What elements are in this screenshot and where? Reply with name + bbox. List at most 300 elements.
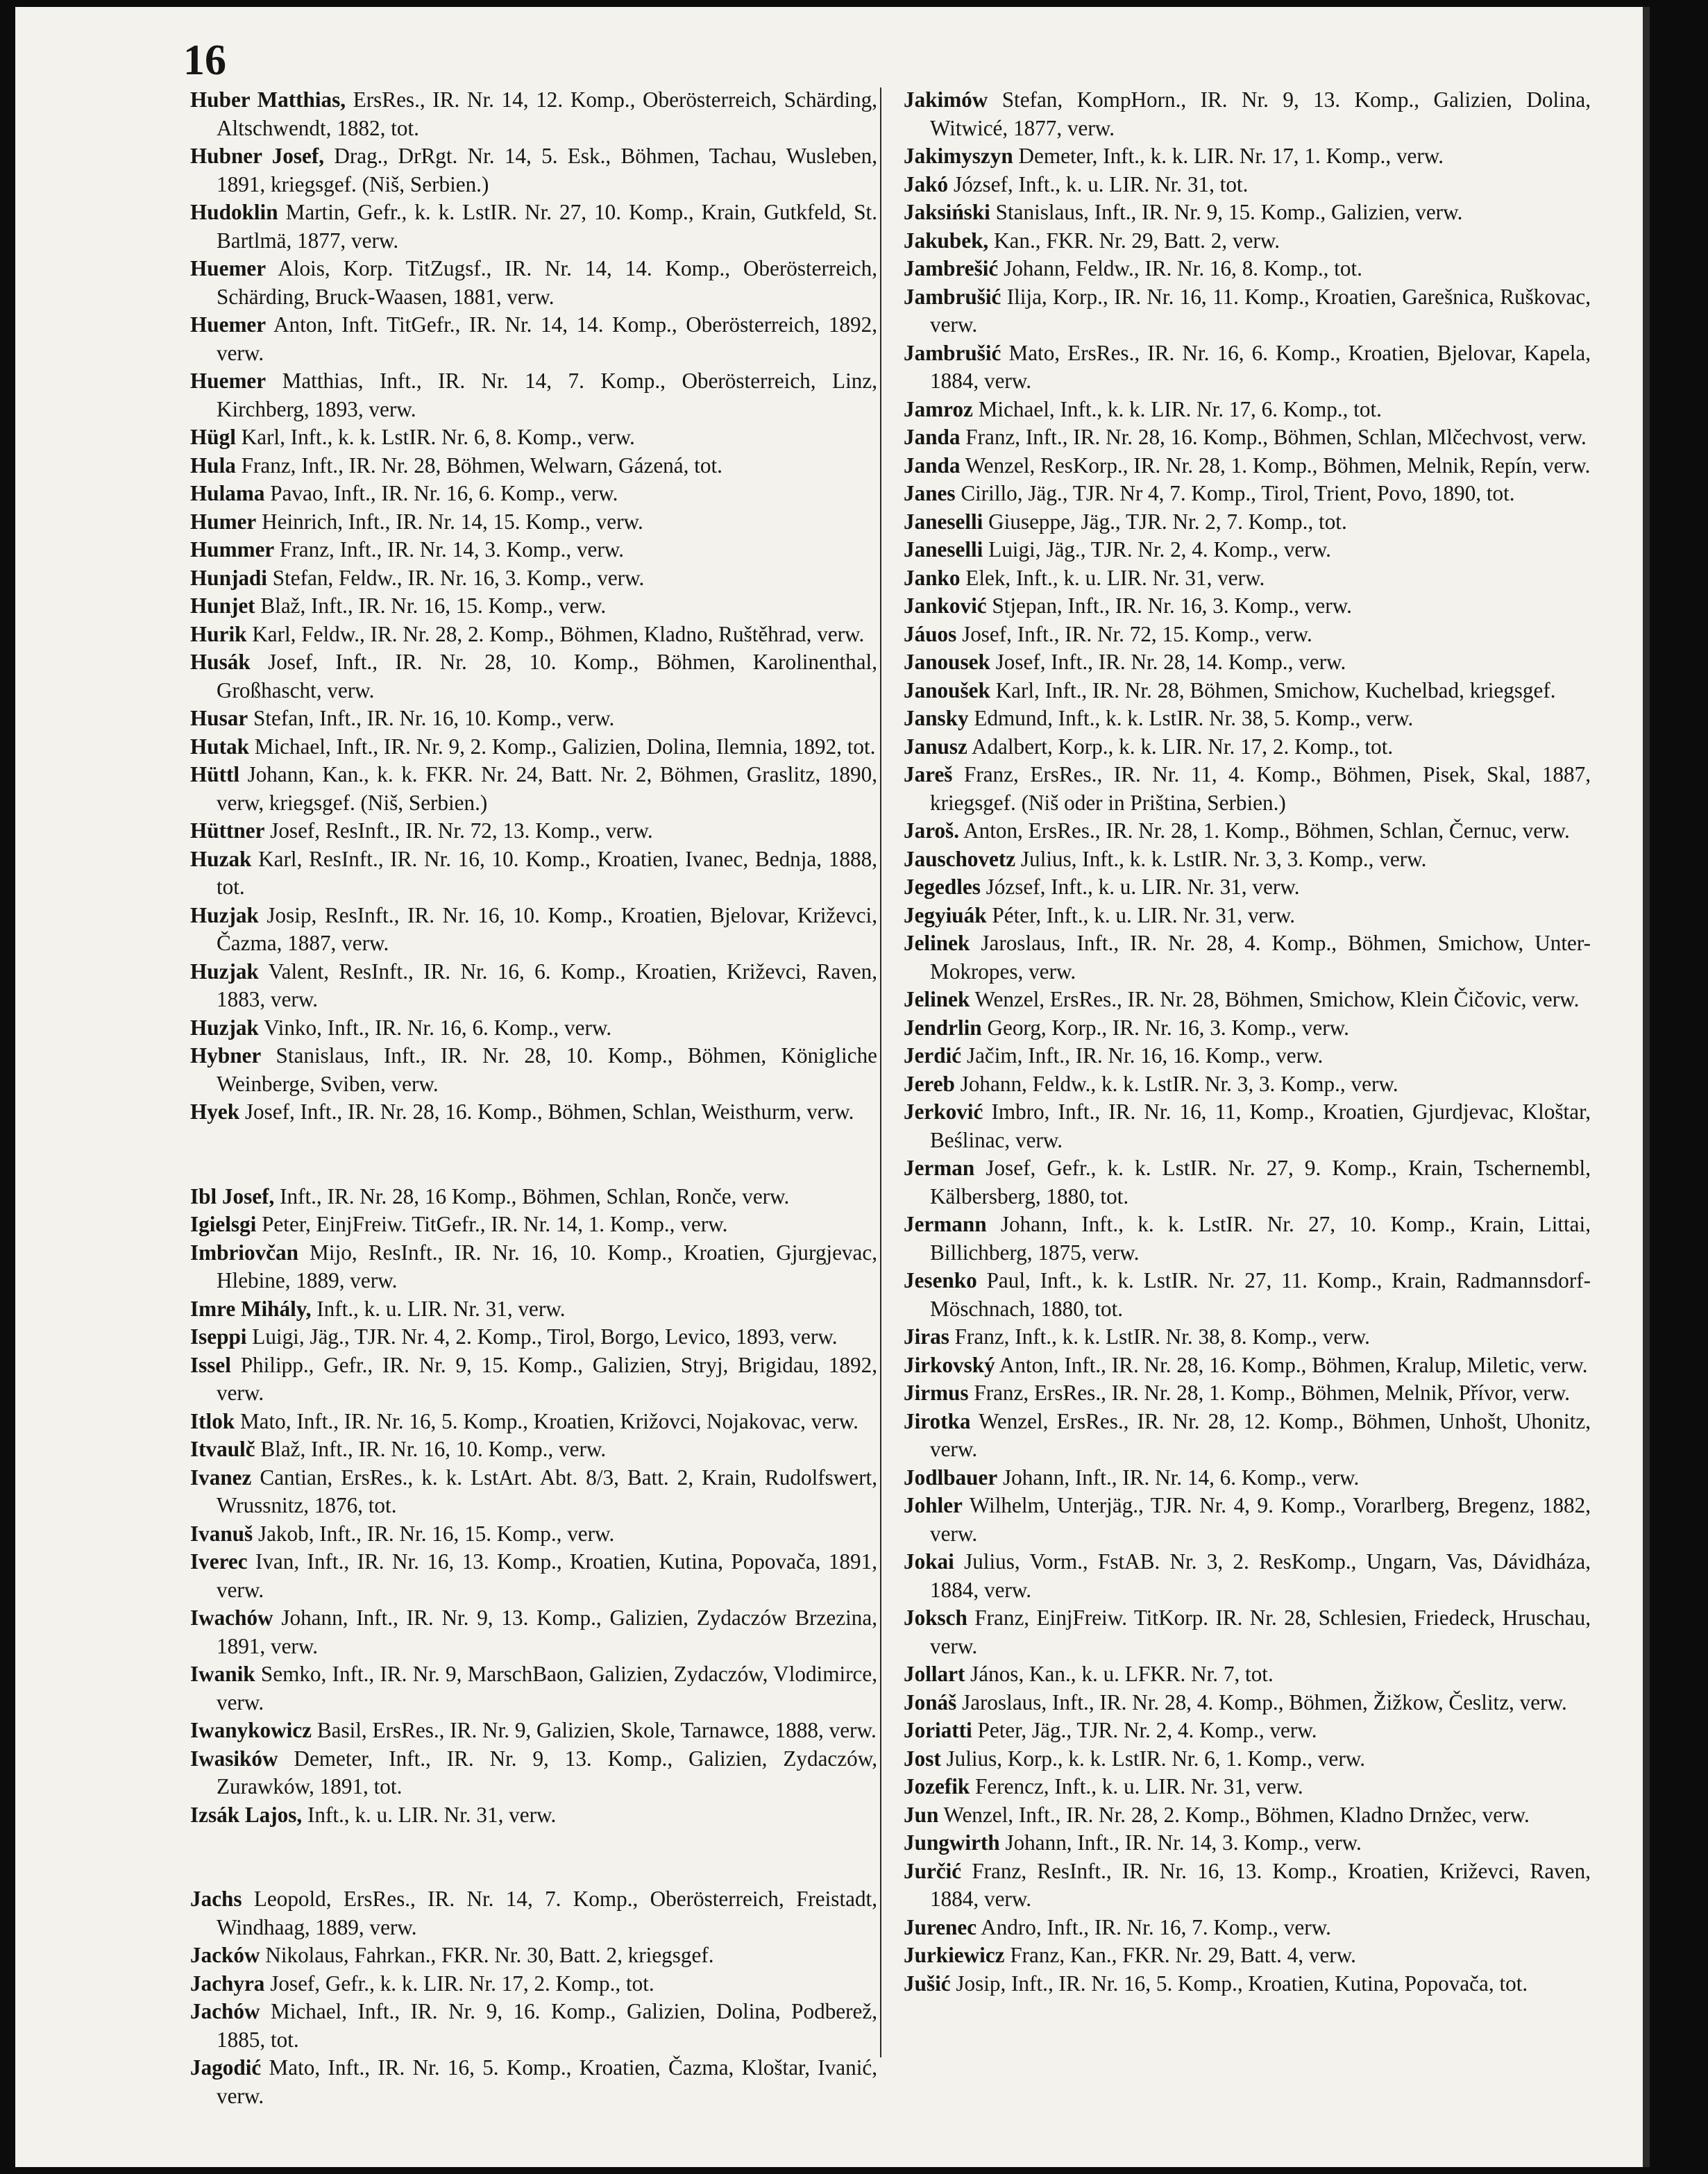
entry-surname: Imre Mihály, — [190, 1296, 312, 1321]
entry-surname: Jáuos — [904, 621, 957, 646]
entry-details: József, Inft., k. u. LIR. Nr. 31, tot. — [953, 171, 1249, 196]
entry-details: Johann, Feldw., IR. Nr. 16, 8. Komp., tot. — [1004, 256, 1362, 280]
entry-details: Wenzel, ResKorp., IR. Nr. 28, 1. Komp., Böhmen, Melnik, Repín, verw. — [965, 453, 1591, 478]
entry-surname: Hutak — [190, 734, 249, 759]
entry-surname: Jachów — [190, 1999, 260, 2023]
entry-details: Franz, Inft., IR. Nr. 28, Böhmen, Welwarn, Gázená, tot. — [241, 453, 722, 478]
entry-details: Josef, Gefr., k. k. LIR. Nr. 17, 2. Komp., tot. — [270, 1971, 654, 1996]
casualty-entry — [904, 1548, 1591, 1604]
entry-surname: Janda — [904, 453, 961, 478]
casualty-entry — [904, 480, 1591, 508]
entry-surname: Jun — [904, 1802, 939, 1827]
entry-surname: Jareš — [904, 762, 953, 786]
casualty-entry — [904, 761, 1591, 817]
casualty-entry — [190, 1660, 877, 1717]
entry-surname: Jakimów — [904, 87, 988, 112]
casualty-entry — [190, 86, 877, 142]
casualty-entry — [190, 1941, 877, 1970]
entry-details: Josef, Inft., IR. Nr. 28, 10. Komp., Böhmen, Karolinenthal, Großhascht, verw. — [217, 650, 878, 702]
entry-surname: Jollart — [904, 1662, 965, 1686]
entry-surname: Iwanik — [190, 1662, 255, 1686]
casualty-entry — [190, 536, 877, 564]
entry-surname: Jirkovský — [904, 1352, 995, 1377]
entry-details: ErsRes., IR. Nr. 14, 12. Komp., Oberösterreich, Schärding, Altschwendt, 1882, tot. — [217, 87, 878, 140]
casualty-entry — [904, 1801, 1591, 1830]
entry-details: Jačim, Inft., IR. Nr. 16, 16. Komp., verw. — [966, 1043, 1324, 1068]
entry-surname: Hybner — [190, 1043, 262, 1068]
entry-details: Franz, ResInft., IR. Nr. 16, 13. Komp., Kroatien, Križevci, Raven, 1884, verw. — [930, 1858, 1591, 1911]
entry-surname: Iseppi — [190, 1324, 247, 1349]
casualty-entry — [190, 199, 877, 255]
entry-details: Inft., k. u. LIR. Nr. 31, verw. — [307, 1802, 557, 1827]
entry-details: Josef, Inft., IR. Nr. 28, 14. Komp., verw. — [995, 650, 1346, 674]
entry-surname: Hügl — [190, 425, 236, 449]
entry-surname: Janeselli — [904, 509, 983, 534]
entry-details: Julius, Korp., k. k. LstIR. Nr. 6, 1. Komp., verw. — [946, 1746, 1366, 1771]
casualty-entry — [904, 1857, 1591, 1914]
entry-details: Jakob, Inft., IR. Nr. 16, 15. Komp., verw. — [257, 1521, 615, 1546]
casualty-entry — [190, 1885, 877, 1941]
entry-surname: Huzjak — [190, 959, 259, 984]
entry-details: Johann, Kan., k. k. FKR. Nr. 24, Batt. Nr. 2, Böhmen, Graslitz, 1890, verw, kriegsgef. (Niš, Serbien.) — [217, 762, 877, 815]
entry-details: Karl, Inft., IR. Nr. 28, Böhmen, Smichow, Kuchelbad, kriegsgef. — [995, 677, 1556, 702]
entry-details: Stjepan, Inft., IR. Nr. 16, 3. Komp., verw. — [992, 593, 1352, 618]
entry-surname: Huzak — [190, 846, 252, 871]
entry-surname: Jaroš. — [904, 818, 959, 843]
entry-details: Michael, Inft., IR. Nr. 9, 16. Komp., Galizien, Dolina, Podberež, 1885, tot. — [217, 1999, 878, 2052]
entry-details: Anton, Inft., IR. Nr. 28, 16. Komp., Böhmen, Kralup, Miletic, verw. — [999, 1352, 1588, 1377]
entry-surname: Huemer — [190, 256, 267, 280]
entry-surname: Janes — [904, 481, 956, 505]
entry-surname: Hudoklin — [190, 200, 278, 224]
entry-surname: Jozefik — [904, 1774, 970, 1798]
casualty-entry — [904, 1970, 1591, 1998]
casualty-entry — [904, 1042, 1591, 1070]
entry-surname: Hüttner — [190, 818, 265, 843]
casualty-entry — [904, 1379, 1591, 1408]
entry-details: Matthias, Inft., IR. Nr. 14, 7. Komp., Oberösterreich, Linz, Kirchberg, 1893, verw. — [217, 369, 877, 421]
entry-details: Wenzel, Inft., IR. Nr. 28, 2. Komp., Böhmen, Kladno Drnžec, verw. — [943, 1802, 1530, 1827]
casualty-entry — [190, 761, 877, 817]
casualty-entry — [904, 255, 1591, 283]
entry-details: Michael, Inft., k. k. LIR. Nr. 17, 6. Komp., tot. — [978, 396, 1382, 421]
entry-details: Adalbert, Korp., k. k. LIR. Nr. 17, 2. Komp., tot. — [971, 734, 1394, 759]
casualty-entry — [904, 1408, 1591, 1464]
entry-details: Pavao, Inft., IR. Nr. 16, 6. Komp., verw. — [270, 481, 618, 505]
entry-surname: Hunjadi — [190, 565, 267, 590]
entry-surname: Jambrušić — [904, 340, 1001, 365]
casualty-entry — [190, 1520, 877, 1549]
entry-surname: Jakubek, — [904, 228, 989, 253]
entry-surname: Hüttl — [190, 762, 240, 786]
casualty-entry — [190, 1239, 877, 1295]
casualty-entry — [904, 508, 1591, 537]
entry-details: Johann, Feldw., k. k. LstIR. Nr. 3, 3. Komp., verw. — [960, 1071, 1398, 1096]
entry-details: Julius, Inft., k. k. LstIR. Nr. 3, 3. Komp., verw. — [1020, 846, 1427, 871]
entry-details: Vinko, Inft., IR. Nr. 16, 6. Komp., verw. — [264, 1015, 612, 1040]
entry-details: Johann, Inft., IR. Nr. 14, 3. Komp., verw. — [1005, 1830, 1362, 1855]
entry-surname: Jokai — [904, 1549, 954, 1574]
entry-surname: Humer — [190, 509, 257, 534]
entry-details: Alois, Korp. TitZugsf., IR. Nr. 14, 14. Komp., Oberösterreich, Schärding, Bruck-Waasen, 1881, verw. — [217, 256, 877, 309]
entry-details: Péter, Inft., k. u. LIR. Nr. 31, verw. — [992, 902, 1296, 927]
casualty-entry — [904, 1773, 1591, 1801]
entry-surname: Jost — [904, 1746, 941, 1771]
entry-details: Valent, ResInft., IR. Nr. 16, 6. Komp., Kroatien, Križevci, Raven, 1883, verw. — [217, 959, 878, 1011]
entry-details: Julius, Vorm., FstAB. Nr. 3, 2. ResKomp., Ungarn, Vas, Dávidháza, 1884, verw. — [930, 1549, 1591, 1602]
entry-details: Stanislaus, Inft., IR. Nr. 9, 15. Komp., Galizien, verw. — [995, 200, 1463, 224]
entry-surname: Jelinek — [904, 931, 970, 955]
entry-details: Karl, Feldw., IR. Nr. 28, 2. Komp., Böhmen, Kladno, Ruštěhrad, verw. — [252, 621, 865, 646]
entry-surname: Jaksiński — [904, 200, 990, 224]
casualty-entry — [904, 1689, 1591, 1717]
entry-details: Ivan, Inft., IR. Nr. 16, 13. Komp., Kroatien, Kutina, Popovača, 1891, verw. — [217, 1549, 878, 1602]
section-gap — [190, 1829, 877, 1885]
casualty-entry — [904, 171, 1591, 199]
casualty-entry — [904, 986, 1591, 1014]
page-number: 16 — [183, 37, 226, 84]
entry-surname: Hummer — [190, 537, 275, 562]
casualty-entry — [904, 1154, 1591, 1211]
entry-surname: Janda — [904, 425, 961, 449]
entry-details: Johann, Inft., k. k. LstIR. Nr. 27, 10. Komp., Krain, Littai, Billichberg, 1875, verw. — [930, 1212, 1591, 1265]
entry-details: Cantian, ErsRes., k. k. LstArt. Abt. 8/3, Batt. 2, Krain, Rudolfswert, Wrussnitz, 1876, tot. — [217, 1465, 877, 1517]
entry-surname: Itlok — [190, 1408, 235, 1433]
casualty-entry — [190, 1098, 877, 1127]
casualty-entry — [904, 1070, 1591, 1099]
entry-surname: Hyek — [190, 1099, 240, 1124]
casualty-entry — [904, 536, 1591, 564]
entry-details: János, Kan., k. u. LFKR. Nr. 7, tot. — [970, 1662, 1274, 1686]
entry-details: Semko, Inft., IR. Nr. 9, MarschBaon, Galizien, Zydaczów, Vlodimirce, verw. — [217, 1662, 878, 1714]
casualty-entry — [904, 1351, 1591, 1380]
entry-details: Nikolaus, Fahrkan., FKR. Nr. 30, Batt. 2, kriegsgef. — [265, 1943, 714, 1967]
entry-surname: Joksch — [904, 1606, 967, 1630]
casualty-entry — [904, 142, 1591, 171]
casualty-entry — [190, 452, 877, 480]
entry-surname: Imbriovčan — [190, 1240, 298, 1265]
entry-details: Franz, EinjFreiw. TitKorp. IR. Nr. 28, Schlesien, Friedeck, Hruschau, verw. — [930, 1606, 1591, 1658]
entry-surname: Huzjak — [190, 1015, 259, 1040]
column-divider — [880, 87, 881, 2057]
entry-surname: Jambrušić — [904, 284, 1001, 309]
casualty-entry — [190, 817, 877, 845]
casualty-entry — [904, 199, 1591, 227]
entry-surname: Jelinek — [904, 987, 970, 1011]
casualty-entry — [904, 1211, 1591, 1267]
entry-details: Stanislaus, Inft., IR. Nr. 28, 10. Komp., Böhmen, Königliche Weinberge, Sviben, verw. — [217, 1043, 878, 1096]
entry-details: Andro, Inft., IR. Nr. 16, 7. Komp., verw. — [981, 1914, 1331, 1939]
casualty-entry — [190, 1408, 877, 1436]
entry-surname: Iwasików — [190, 1746, 278, 1771]
entry-surname: Jambrešić — [904, 256, 999, 280]
entry-surname: Ivanuš — [190, 1521, 253, 1546]
entry-surname: Huemer — [190, 312, 267, 337]
entry-details: Johann, Inft., IR. Nr. 14, 6. Komp., verw. — [1002, 1465, 1360, 1490]
entry-details: Georg, Korp., IR. Nr. 16, 3. Komp., verw. — [987, 1015, 1349, 1040]
entry-details: Franz, Inft., IR. Nr. 14, 3. Komp., verw. — [280, 537, 625, 562]
entry-details: Luigi, Jäg., TJR. Nr. 4, 2. Komp., Tirol, Borgo, Levico, 1893, verw. — [252, 1324, 838, 1349]
entry-details: Josef, Inft., IR. Nr. 72, 15. Komp., verw. — [962, 621, 1312, 646]
entry-details: Josef, Gefr., k. k. LstIR. Nr. 27, 9. Komp., Krain, Tschernembl, Kälbersberg, 1880, tot. — [930, 1156, 1591, 1208]
entry-surname: Izsák Lajos, — [190, 1802, 303, 1827]
entry-surname: Ivanez — [190, 1465, 252, 1490]
entry-details: Franz, Inft., k. k. LstIR. Nr. 38, 8. Komp., verw. — [954, 1324, 1370, 1349]
entry-details: Anton, Inft. TitGefr., IR. Nr. 14, 14. Komp., Oberösterreich, 1892, verw. — [217, 312, 878, 365]
entry-surname: Jakó — [904, 171, 949, 196]
entry-details: Franz, ErsRes., IR. Nr. 11, 4. Komp., Böhmen, Pisek, Skal, 1887, kriegsgef. (Niš oder in Priština, Serbien.) — [930, 762, 1591, 815]
entry-surname: Jurenec — [904, 1914, 977, 1939]
entry-details: Ferencz, Inft., k. u. LIR. Nr. 31, verw. — [975, 1774, 1303, 1798]
casualty-entry — [904, 452, 1591, 480]
entry-details: Mato, Inft., IR. Nr. 16, 5. Komp., Kroatien, Čazma, Kloštar, Ivanić, verw. — [217, 2055, 878, 2108]
entry-details: Stefan, KompHorn., IR. Nr. 9, 13. Komp., Galizien, Dolina, Witwicé, 1877, verw. — [930, 87, 1591, 140]
entry-details: Michael, Inft., IR. Nr. 9, 2. Komp., Galizien, Dolina, Ilemnia, 1892, tot. — [254, 734, 876, 759]
entry-details: Franz, Inft., IR. Nr. 28, 16. Komp., Böhmen, Schlan, Mlčechvost, verw. — [965, 425, 1587, 449]
casualty-entry — [904, 86, 1591, 142]
entry-surname: Jamroz — [904, 396, 973, 421]
entry-details: Basil, ErsRes., IR. Nr. 9, Galizien, Skole, Tarnawce, 1888, verw. — [316, 1718, 877, 1742]
entry-surname: Jiras — [904, 1324, 949, 1349]
entry-surname: Hulama — [190, 481, 265, 505]
entry-surname: Janousek — [904, 650, 990, 674]
casualty-entry — [190, 1604, 877, 1660]
casualty-entry — [904, 339, 1591, 396]
entry-surname: Jakimyszyn — [904, 144, 1013, 168]
entry-details: Paul, Inft., k. k. LstIR. Nr. 27, 11. Komp., Krain, Radmannsdorf-Möschnach, 1880, tot. — [930, 1268, 1591, 1321]
casualty-entry — [190, 564, 877, 593]
entry-details: Ilija, Korp., IR. Nr. 16, 11. Komp., Kroatien, Garešnica, Ruškovac, verw. — [930, 284, 1591, 337]
entry-surname: Jurčić — [904, 1858, 962, 1883]
casualty-entry — [904, 873, 1591, 902]
entry-surname: Jodlbauer — [904, 1465, 998, 1490]
casualty-entry — [190, 1464, 877, 1520]
casualty-entry — [190, 592, 877, 621]
casualty-entry — [904, 621, 1591, 649]
casualty-entry — [190, 255, 877, 311]
entry-details: Wenzel, ErsRes., IR. Nr. 28, Böhmen, Smichow, Klein Čičovic, verw. — [974, 987, 1580, 1011]
casualty-entry — [190, 423, 877, 452]
casualty-entry — [190, 142, 877, 199]
entry-details: Edmund, Inft., k. k. LstIR. Nr. 38, 5. Komp., verw. — [974, 706, 1414, 730]
entry-surname: Jerman — [904, 1156, 975, 1180]
entry-details: Cirillo, Jäg., TJR. Nr 4, 7. Komp., Tirol, Trient, Povo, 1890, tot. — [961, 481, 1515, 505]
entry-surname: Iwanykowicz — [190, 1718, 312, 1742]
casualty-entry — [190, 1745, 877, 1801]
casualty-entry — [190, 1801, 877, 1830]
entry-details: Franz, Kan., FKR. Nr. 29, Batt. 4, verw. — [1010, 1943, 1356, 1967]
casualty-entry — [190, 508, 877, 537]
entry-details: Karl, ResInft., IR. Nr. 16, 10. Komp., Kroatien, Ivanec, Bednja, 1888, tot. — [217, 846, 877, 899]
entry-surname: Hunjet — [190, 593, 255, 618]
entry-details: Mato, ErsRes., IR. Nr. 16, 6. Komp., Kroatien, Bjelovar, Kapela, 1884, verw. — [930, 340, 1591, 393]
entry-details: Leopold, ErsRes., IR. Nr. 14, 7. Komp., Oberösterreich, Freistadt, Windhaag, 1889, verw. — [217, 1887, 878, 1939]
casualty-entry — [904, 1014, 1591, 1043]
casualty-entry — [190, 1183, 877, 1211]
casualty-entry — [904, 1660, 1591, 1689]
section-gap — [190, 1127, 877, 1183]
casualty-entry — [904, 705, 1591, 733]
entry-surname: Jansky — [904, 706, 969, 730]
entry-details: Josef, Inft., IR. Nr. 28, 16. Komp., Böhmen, Schlan, Weisthurm, verw. — [244, 1099, 854, 1124]
casualty-entry — [190, 2054, 877, 2110]
entry-details: Anton, ErsRes., IR. Nr. 28, 1. Komp., Böhmen, Schlan, Černuc, verw. — [963, 818, 1570, 843]
entry-details: Wenzel, ErsRes., IR. Nr. 28, 12. Komp., Böhmen, Unhošt, Uhonitz, verw. — [930, 1408, 1591, 1461]
casualty-entry — [904, 1745, 1591, 1773]
entry-surname: Jonáš — [904, 1690, 957, 1714]
entry-surname: Jegyiuák — [904, 902, 987, 927]
casualty-entry — [904, 1492, 1591, 1548]
entry-details: Franz, ErsRes., IR. Nr. 28, 1. Komp., Böhmen, Melnik, Přívor, verw. — [974, 1381, 1570, 1405]
casualty-entry — [190, 733, 877, 761]
entry-details: Inft., k. u. LIR. Nr. 31, verw. — [316, 1296, 566, 1321]
entry-surname: Hurik — [190, 621, 247, 646]
entry-surname: Jesenko — [904, 1268, 977, 1292]
casualty-entry — [190, 1548, 877, 1604]
entry-details: Demeter, Inft., k. k. LIR. Nr. 17, 1. Komp., verw. — [1018, 144, 1444, 168]
entry-details: Luigi, Jäg., TJR. Nr. 2, 4. Komp., verw. — [988, 537, 1331, 562]
casualty-entry — [904, 902, 1591, 930]
casualty-entry — [190, 621, 877, 649]
casualty-entry — [904, 1604, 1591, 1660]
casualty-entry — [904, 423, 1591, 452]
entry-surname: Huemer — [190, 369, 267, 393]
page-edge-shadow — [1643, 7, 1650, 2167]
entry-surname: Jerković — [904, 1099, 983, 1124]
entry-surname: Iwachów — [190, 1606, 273, 1630]
entry-surname: Jirmus — [904, 1381, 969, 1405]
entry-details: Jaroslaus, Inft., IR. Nr. 28, 4. Komp., Böhmen, Smichow, Unter-Mokropes, verw. — [930, 931, 1591, 984]
entry-surname: Jagodić — [190, 2055, 262, 2080]
casualty-entry — [904, 929, 1591, 986]
entry-details: Wilhelm, Unterjäg., TJR. Nr. 4, 9. Komp., Vorarlberg, Bregenz, 1882, verw. — [930, 1493, 1591, 1546]
casualty-entry — [904, 1323, 1591, 1351]
left-column — [190, 86, 877, 2110]
casualty-entry — [190, 902, 877, 958]
casualty-entry — [904, 1829, 1591, 1857]
entry-surname: Iverec — [190, 1549, 248, 1574]
entry-surname: Jegedles — [904, 875, 981, 899]
entry-surname: Janeselli — [904, 537, 983, 562]
entry-surname: Jerdić — [904, 1043, 962, 1068]
casualty-entry — [190, 1351, 877, 1408]
entry-surname: Igielsgi — [190, 1212, 257, 1236]
entry-details: Peter, Jäg., TJR. Nr. 2, 4. Komp., verw. — [977, 1718, 1317, 1742]
casualty-entry — [904, 1941, 1591, 1970]
casualty-entry — [190, 480, 877, 508]
casualty-entry — [904, 677, 1591, 705]
entry-surname: Hubner Josef, — [190, 144, 325, 168]
entry-surname: Johler — [904, 1493, 963, 1517]
right-column — [904, 86, 1591, 1998]
entry-details: Demeter, Inft., IR. Nr. 9, 13. Komp., Galizien, Zydaczów, Zurawków, 1891, tot. — [217, 1746, 878, 1798]
entry-surname: Janusz — [904, 734, 967, 759]
entry-surname: Jungwirth — [904, 1830, 1000, 1855]
entry-surname: Huzjak — [190, 902, 259, 927]
casualty-entry — [190, 1435, 877, 1464]
casualty-entry — [190, 1042, 877, 1098]
casualty-entry — [190, 1014, 877, 1043]
entry-details: Johann, Inft., IR. Nr. 9, 13. Komp., Galizien, Zydaczów Brzezina, 1891, verw. — [217, 1606, 877, 1658]
entry-surname: Janković — [904, 593, 987, 618]
entry-surname: Janoušek — [904, 677, 990, 702]
casualty-entry — [904, 396, 1591, 424]
casualty-entry — [904, 1717, 1591, 1745]
casualty-entry — [904, 227, 1591, 255]
entry-details: Mijo, ResInft., IR. Nr. 16, 10. Komp., Kroatien, Gjurgjevac, Hlebine, 1889, verw. — [217, 1240, 878, 1292]
casualty-entry — [904, 564, 1591, 593]
entry-surname: Jauschovetz — [904, 846, 1016, 871]
entry-surname: Jendrlin — [904, 1015, 982, 1040]
entry-details: Josip, ResInft., IR. Nr. 16, 10. Komp., Kroatien, Bjelovar, Križevci, Čazma, 1887, verw. — [217, 902, 877, 955]
entry-surname: Husar — [190, 706, 248, 730]
entry-surname: Jirotka — [904, 1408, 971, 1433]
entry-surname: Jušić — [904, 1971, 951, 1996]
entry-details: Josef, ResInft., IR. Nr. 72, 13. Komp., verw. — [270, 818, 653, 843]
entry-details: Mato, Inft., IR. Nr. 16, 5. Komp., Kroatien, Križovci, Nojakovac, verw. — [239, 1408, 859, 1433]
entry-details: Elek, Inft., k. u. LIR. Nr. 31, verw. — [965, 565, 1265, 590]
entry-surname: Jurkiewicz — [904, 1943, 1005, 1967]
casualty-entry — [904, 845, 1591, 874]
casualty-entry — [904, 1098, 1591, 1154]
entry-surname: Husák — [190, 650, 251, 674]
casualty-entry — [190, 367, 877, 423]
entry-details: Kan., FKR. Nr. 29, Batt. 2, verw. — [994, 228, 1280, 253]
entry-surname: Jachyra — [190, 1971, 265, 1996]
entry-details: Heinrich, Inft., IR. Nr. 14, 15. Komp., verw. — [262, 509, 643, 534]
entry-details: József, Inft., k. u. LIR. Nr. 31, verw. — [986, 875, 1300, 899]
casualty-entry — [904, 1464, 1591, 1492]
casualty-entry — [190, 1998, 877, 2054]
casualty-entry — [904, 733, 1591, 761]
entry-details: Peter, EinjFreiw. TitGefr., IR. Nr. 14, 1. Komp., verw. — [262, 1212, 728, 1236]
entry-details: Stefan, Inft., IR. Nr. 16, 10. Komp., verw. — [253, 706, 615, 730]
casualty-entry — [904, 283, 1591, 339]
casualty-entry — [190, 705, 877, 733]
entry-details: Blaž, Inft., IR. Nr. 16, 10. Komp., verw. — [260, 1437, 607, 1461]
casualty-entry — [190, 648, 877, 705]
entry-surname: Ibl Josef, — [190, 1183, 275, 1208]
entry-surname: Janko — [904, 565, 961, 590]
casualty-entry — [190, 1717, 877, 1745]
entry-details: Stefan, Feldw., IR. Nr. 16, 3. Komp., verw. — [272, 565, 645, 590]
casualty-entry — [904, 817, 1591, 845]
entry-details: Inft., IR. Nr. 28, 16 Komp., Böhmen, Schlan, Ronče, verw. — [280, 1183, 790, 1208]
entry-surname: Itvaulč — [190, 1437, 255, 1461]
entry-details: Drag., DrRgt. Nr. 14, 5. Esk., Böhmen, Tachau, Wusleben, 1891, kriegsgef. (Niš, Serbien.) — [217, 144, 877, 196]
casualty-entry — [190, 1211, 877, 1239]
casualty-entry — [190, 1970, 877, 1998]
entry-surname: Jacków — [190, 1943, 260, 1967]
entry-details: Martin, Gefr., k. k. LstIR. Nr. 27, 10. Komp., Krain, Gutkfeld, St. Bartlmä, 1877, verw. — [217, 200, 878, 253]
entry-details: Karl, Inft., k. k. LstIR. Nr. 6, 8. Komp., verw. — [241, 425, 635, 449]
casualty-entry — [190, 1295, 877, 1324]
entry-surname: Hula — [190, 453, 236, 478]
casualty-entry — [190, 1323, 877, 1351]
casualty-entry — [190, 958, 877, 1014]
entry-surname: Issel — [190, 1352, 231, 1377]
casualty-entry — [904, 592, 1591, 621]
entry-details: Jaroslaus, Inft., IR. Nr. 28, 4. Komp., Böhmen, Žižkow, Česlitz, verw. — [962, 1690, 1567, 1714]
entry-surname: Joriatti — [904, 1718, 972, 1742]
entry-details: Josip, Inft., IR. Nr. 16, 5. Komp., Kroatien, Kutina, Popovača, tot. — [956, 1971, 1528, 1996]
entry-surname: Jachs — [190, 1887, 242, 1911]
casualty-entry — [190, 311, 877, 367]
entry-surname: Jermann — [904, 1212, 987, 1236]
entry-surname: Jereb — [904, 1071, 955, 1096]
entry-details: Giuseppe, Jäg., TJR. Nr. 2, 7. Komp., tot. — [988, 509, 1347, 534]
entry-details: Imbro, Inft., IR. Nr. 16, 11, Komp., Kroatien, Gjurdjevac, Kloštar, Beślinac, verw. — [930, 1099, 1591, 1152]
